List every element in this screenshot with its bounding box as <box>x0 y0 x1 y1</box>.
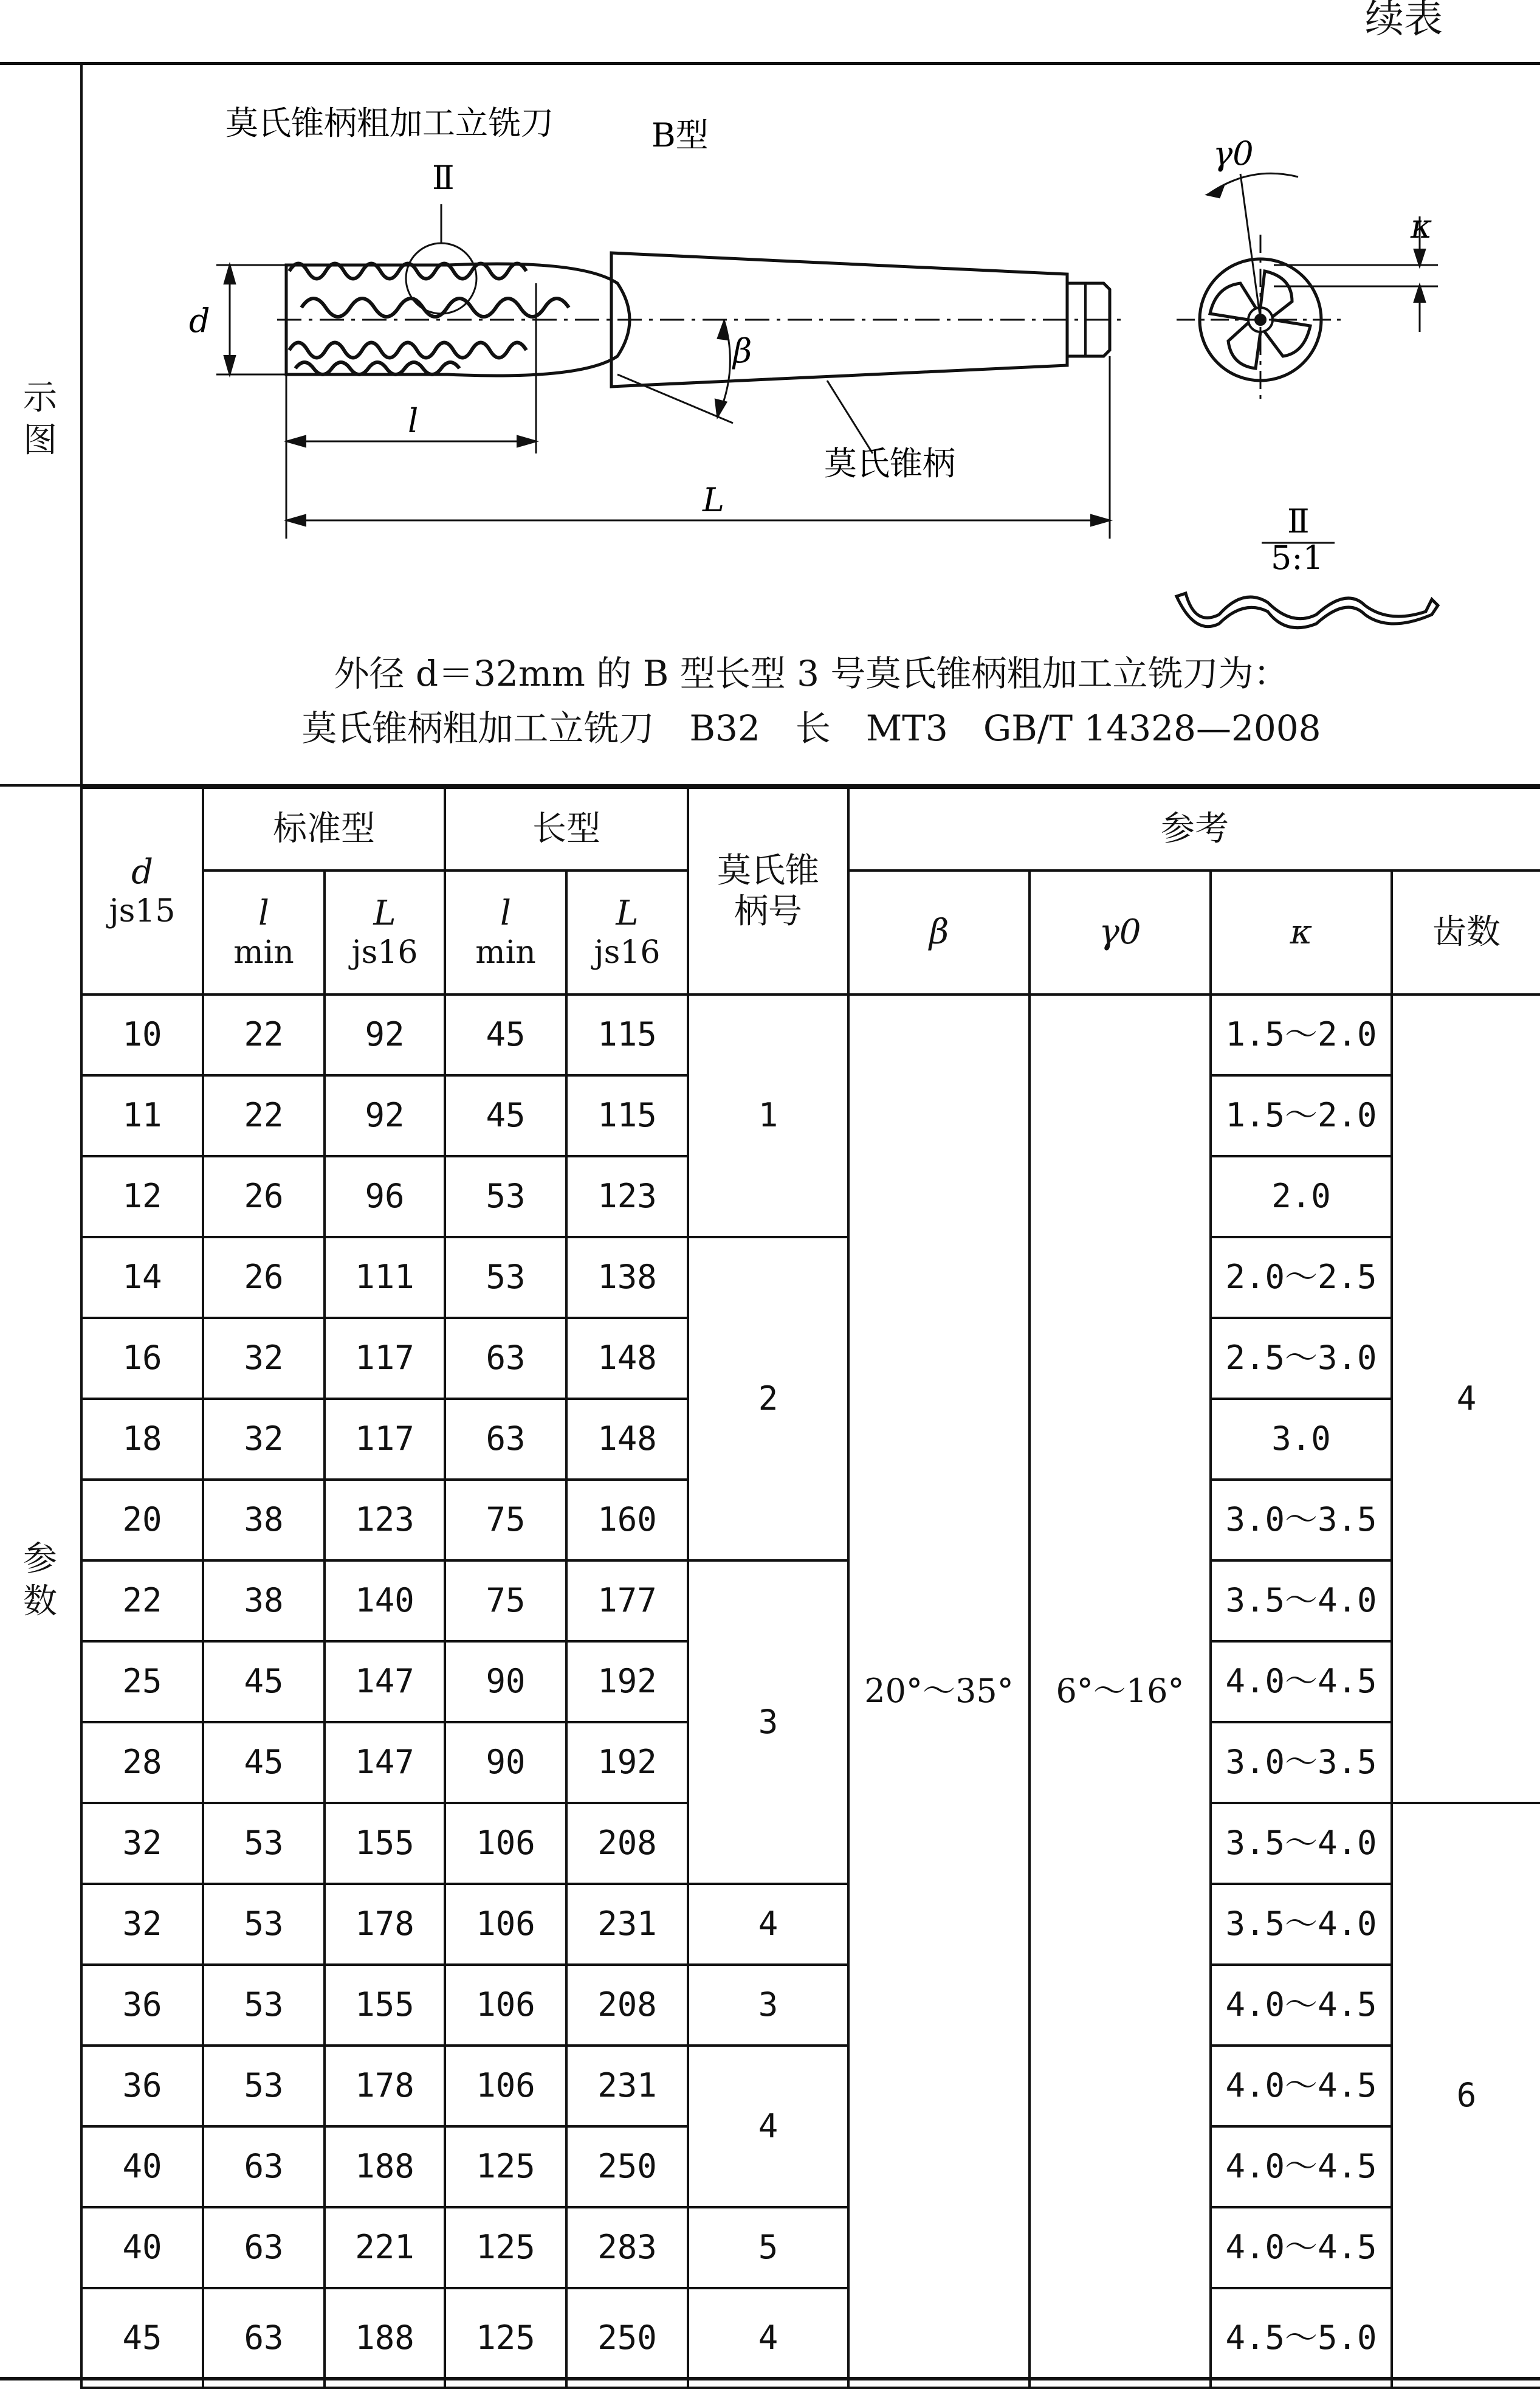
table-row <box>81 1884 1540 1965</box>
cell-L: 188 <box>325 2126 445 2207</box>
cell-l: 53 <box>203 1803 325 1884</box>
cell-L: 140 <box>325 1560 445 1641</box>
cell-kappa: 4.0～4.5 <box>1211 2126 1392 2207</box>
cell-L: 178 <box>325 2046 445 2126</box>
header-long: 长型 <box>445 788 688 870</box>
table-row <box>81 1237 1540 1318</box>
cell-L-long: 177 <box>566 1560 688 1641</box>
caption-line-1: 外径 d＝32mm 的 B 型长型 3 号莫氏锥柄粗加工立铣刀为： <box>334 653 1289 694</box>
cell-l: 45 <box>203 1722 325 1803</box>
cell-l: 26 <box>203 1237 325 1318</box>
cell-L-long: 115 <box>566 1075 688 1156</box>
cell-L-long: 231 <box>566 2046 688 2126</box>
cell-L: 147 <box>325 1641 445 1722</box>
cell-taper: 2 <box>688 1237 848 1560</box>
cell-L-long: 160 <box>566 1480 688 1560</box>
cell-l-long: 106 <box>445 1803 566 1884</box>
header-d: d js15 <box>81 788 203 995</box>
header-L-long: L js16 <box>566 870 688 995</box>
table-row <box>81 1560 1540 1641</box>
cell-d: 36 <box>81 2046 203 2126</box>
cell-L-long: 208 <box>566 1965 688 2046</box>
cell-l-long: 45 <box>445 995 566 1075</box>
cell-kappa: 4.0～4.5 <box>1211 2046 1392 2126</box>
cell-d: 36 <box>81 1965 203 2046</box>
cell-l: 32 <box>203 1318 325 1399</box>
table-row <box>81 2288 1540 2388</box>
cell-L: 117 <box>325 1318 445 1399</box>
table-row <box>81 995 1540 1075</box>
side-label-params: 参 数 <box>23 1539 57 1621</box>
cell-kappa: 4.5～5.0 <box>1211 2288 1392 2388</box>
cell-d: 16 <box>81 1318 203 1399</box>
cell-l-long: 90 <box>445 1722 566 1803</box>
header-kappa: κ <box>1211 870 1392 995</box>
cell-L-long: 208 <box>566 1803 688 1884</box>
cell-l-long: 75 <box>445 1560 566 1641</box>
cell-L: 155 <box>325 1965 445 2046</box>
cell-l: 53 <box>203 2046 325 2126</box>
cell-L: 188 <box>325 2288 445 2388</box>
cell-kappa: 4.0～4.5 <box>1211 2207 1392 2288</box>
cell-d: 45 <box>81 2288 203 2388</box>
cell-kappa: 2.0 <box>1211 1156 1392 1237</box>
header-teeth: 齿数 <box>1392 870 1540 995</box>
cell-l-long: 125 <box>445 2126 566 2207</box>
caption-line-2: 莫氏锥柄粗加工立铣刀 B32 长 MT3 GB/T 14328—2008 <box>301 708 1321 749</box>
beta-label: β <box>733 332 752 370</box>
cell-teeth: 4 <box>1392 995 1540 1803</box>
table-row <box>81 1965 1540 2046</box>
cell-l: 63 <box>203 2288 325 2388</box>
cell-L-long: 192 <box>566 1641 688 1722</box>
detail-mark: Ⅱ <box>432 159 455 197</box>
cell-l-long: 125 <box>445 2207 566 2288</box>
cell-L: 111 <box>325 1237 445 1318</box>
cell-l-long: 63 <box>445 1318 566 1399</box>
cell-L: 92 <box>325 995 445 1075</box>
cell-d: 10 <box>81 995 203 1075</box>
cell-taper: 3 <box>688 1560 848 1884</box>
cell-L: 123 <box>325 1480 445 1560</box>
continuation-label: 续表 <box>1365 0 1443 42</box>
detail-scale-bottom: 5:1 <box>1271 539 1324 577</box>
cell-gamma: 6°～16° <box>1030 995 1211 2388</box>
dim-l-label: l <box>408 402 419 440</box>
header-beta: β <box>848 870 1030 995</box>
cell-l-long: 106 <box>445 2046 566 2126</box>
cell-l-long: 53 <box>445 1156 566 1237</box>
cell-d: 32 <box>81 1803 203 1884</box>
detail-scale-top: Ⅱ <box>1287 502 1310 540</box>
table-row <box>81 2046 1540 2126</box>
header-standard: 标准型 <box>203 788 445 870</box>
cell-d: 40 <box>81 2126 203 2207</box>
dim-L-label: L <box>703 481 724 519</box>
cell-d: 22 <box>81 1560 203 1641</box>
cell-d: 40 <box>81 2207 203 2288</box>
cell-l-long: 106 <box>445 1965 566 2046</box>
cell-l: 38 <box>203 1480 325 1560</box>
cell-d: 20 <box>81 1480 203 1560</box>
cell-l: 38 <box>203 1560 325 1641</box>
cell-d: 32 <box>81 1884 203 1965</box>
cell-kappa: 2.0～2.5 <box>1211 1237 1392 1318</box>
cell-kappa: 3.0～3.5 <box>1211 1480 1392 1560</box>
table-row <box>81 2207 1540 2288</box>
cell-taper: 3 <box>688 1965 848 2046</box>
cell-l-long: 125 <box>445 2288 566 2388</box>
cell-kappa: 3.5～4.0 <box>1211 1884 1392 1965</box>
kappa-label: κ <box>1411 207 1432 246</box>
cell-beta: 20°～35° <box>848 995 1030 2388</box>
cell-l: 26 <box>203 1156 325 1237</box>
cell-kappa: 1.5～2.0 <box>1211 995 1392 1075</box>
gamma-label: γ0 <box>1213 134 1254 173</box>
cell-l: 22 <box>203 995 325 1075</box>
cell-l: 53 <box>203 1884 325 1965</box>
cell-kappa: 3.0 <box>1211 1399 1392 1480</box>
cell-L-long: 148 <box>566 1399 688 1480</box>
cell-L-long: 115 <box>566 995 688 1075</box>
cell-d: 11 <box>81 1075 203 1156</box>
cell-taper: 5 <box>688 2207 848 2288</box>
cell-teeth: 6 <box>1392 1803 1540 2388</box>
parameters-table <box>80 787 1540 2389</box>
cell-l: 32 <box>203 1399 325 1480</box>
cell-taper: 4 <box>688 2288 848 2388</box>
table-body <box>81 995 1540 2388</box>
cell-L: 178 <box>325 1884 445 1965</box>
header-row-1 <box>81 788 1540 870</box>
diagram-title: 莫氏锥柄粗加工立铣刀 <box>225 104 554 142</box>
cell-kappa: 4.0～4.5 <box>1211 1965 1392 2046</box>
cell-L: 96 <box>325 1156 445 1237</box>
header-l: l min <box>203 870 325 995</box>
shank-label: 莫氏锥柄 <box>824 444 955 483</box>
cell-L: 221 <box>325 2207 445 2288</box>
cell-l: 63 <box>203 2207 325 2288</box>
cell-L: 117 <box>325 1399 445 1480</box>
dim-d-label: d <box>189 302 210 340</box>
cell-L-long: 123 <box>566 1156 688 1237</box>
cell-l-long: 90 <box>445 1641 566 1722</box>
cell-l-long: 75 <box>445 1480 566 1560</box>
type-label: B型 <box>651 116 709 154</box>
cell-L-long: 250 <box>566 2288 688 2388</box>
cell-L-long: 283 <box>566 2207 688 2288</box>
cell-l-long: 53 <box>445 1237 566 1318</box>
cell-l: 53 <box>203 1965 325 2046</box>
cell-d: 12 <box>81 1156 203 1237</box>
cell-d: 14 <box>81 1237 203 1318</box>
cell-taper: 4 <box>688 2046 848 2207</box>
cell-L-long: 148 <box>566 1318 688 1399</box>
header-l-long: l min <box>445 870 566 995</box>
side-label-diagram: 示 图 <box>23 378 57 460</box>
cell-L: 147 <box>325 1722 445 1803</box>
cell-d: 18 <box>81 1399 203 1480</box>
cell-kappa: 4.0～4.5 <box>1211 1641 1392 1722</box>
cell-l-long: 45 <box>445 1075 566 1156</box>
header-L: L js16 <box>325 870 445 995</box>
cell-kappa: 1.5～2.0 <box>1211 1075 1392 1156</box>
cell-kappa: 3.0～3.5 <box>1211 1722 1392 1803</box>
cell-L-long: 250 <box>566 2126 688 2207</box>
cell-l-long: 63 <box>445 1399 566 1480</box>
cell-kappa: 3.5～4.0 <box>1211 1560 1392 1641</box>
cell-l: 45 <box>203 1641 325 1722</box>
cell-d: 28 <box>81 1722 203 1803</box>
cell-d: 25 <box>81 1641 203 1722</box>
header-gamma: γ0 <box>1030 870 1211 995</box>
header-reference: 参考 <box>848 788 1540 870</box>
cell-taper: 4 <box>688 1884 848 1965</box>
diagram-area <box>83 64 1540 785</box>
cell-taper: 1 <box>688 995 848 1237</box>
cell-L: 92 <box>325 1075 445 1156</box>
header-taper: 莫氏锥柄号 <box>688 788 848 995</box>
cell-l: 22 <box>203 1075 325 1156</box>
cell-L-long: 231 <box>566 1884 688 1965</box>
cell-kappa: 2.5～3.0 <box>1211 1318 1392 1399</box>
cell-l-long: 106 <box>445 1884 566 1965</box>
cell-L-long: 138 <box>566 1237 688 1318</box>
cell-L: 155 <box>325 1803 445 1884</box>
cell-L-long: 192 <box>566 1722 688 1803</box>
cell-l: 63 <box>203 2126 325 2207</box>
cell-kappa: 3.5～4.0 <box>1211 1803 1392 1884</box>
